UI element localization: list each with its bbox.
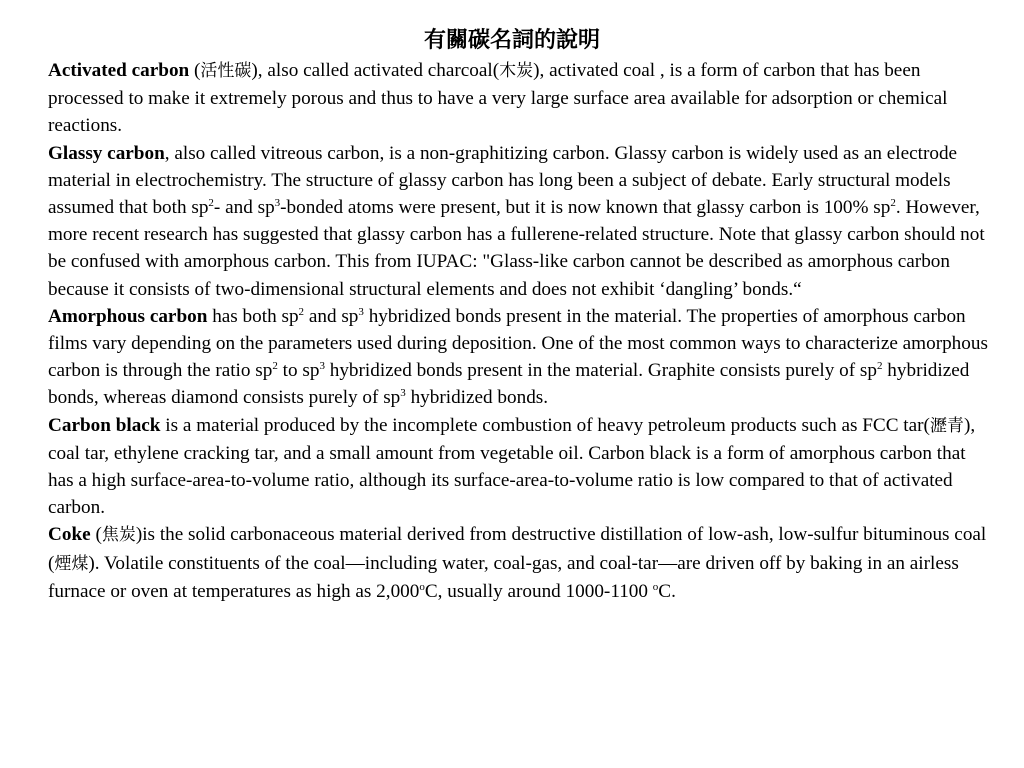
slide-body [48,57,988,605]
text-run: ), also called activated charcoal( [251,60,500,81]
superscript: 2 [298,305,305,318]
text-run: has both sp [207,305,299,327]
superscript: 2 [890,197,896,210]
text-run: hybridized bonds, whereas diamond consists purely of sp [48,360,970,409]
superscript: o [652,580,659,593]
chinese-term: 木炭 [499,61,534,81]
paragraph-coke [48,521,988,605]
text-run: ), activated coal , is a form of carbon that has been processed to make it extremely porous and thus to have a very large surface area available for adsorption or chemical reactions. [48,60,948,137]
text-run: ( [90,524,102,546]
superscript: 3 [274,197,281,210]
text-run: hybridized bonds present in the material. Graphite consists purely of sp [324,360,877,382]
superscript: 3 [319,360,325,373]
definition-text [48,415,975,519]
paragraph-carbon-black [48,412,988,522]
slide-title: 有關碳名詞的說明 [423,28,600,53]
text-run: ( [189,60,201,81]
text-run: - and sp [213,197,275,219]
chinese-term: 煙煤 [54,553,89,574]
definition-text [48,524,986,601]
text-run: , also called vitreous carbon, is a non-graphitizing carbon. Glassy carbon is widely used as an electrode material in electrochemistry. The structure of glassy carbon has long been a subject of debate. Early structural models assumed that both sp [48,142,958,219]
text-run: C. [658,580,676,602]
text-run: . However, more recent research has suggested that glassy carbon has a fullerene-related structure. Note that glassy carbon should not be confused with amorphous carbon. This from IUPAC: "Glass-like carbon cannot be described as amorphous carbon because it consists of two-dimensional structural elements and does not exhibit ‘dangling’ bonds.“ [48,197,985,300]
text-run: to sp [277,360,320,382]
text-run: C, usually around 1000-1100 [424,580,653,602]
term-coke: Coke [48,524,91,546]
superscript: 2 [208,197,214,210]
text-run: is a material produced by the incomplete combustion of heavy petroleum products such as FCC tar( [160,414,930,436]
paragraph-glassy-carbon [48,140,988,303]
superscript: 2 [272,360,278,373]
text-run: ). Volatile constituents of the coal—including water, coal-gas, and coal-tar—are driven off by baking in an airless furnace or oven at temperatures as high as 2,000 [48,552,959,602]
text-run: ), coal tar, ethylene cracking tar, and a small amount from vegetable oil. Carbon black is a form of amorphous carbon that has a high surface-area-to-volume ratio, although its surface-area-to-volume ratio is low compared to that of activated carbon. [48,414,976,519]
text-run: )is the solid carbonaceous material derived from destructive distillation of low-ash, low-sulfur bituminous coal ( [48,524,987,574]
term-amorphous-carbon: Amorphous carbon [48,305,208,327]
chinese-term: 活性碳 [200,61,252,81]
chinese-term: 焦炭 [101,525,136,546]
text-run: hybridized bonds present in the material. The properties of amorphous carbon films vary depending on the parameters used during deposition. One of the most common ways to characterize amorphous carbon is through the ratio sp [48,305,988,382]
superscript: 3 [358,305,364,318]
term-carbon-black: Carbon black [48,414,161,436]
text-run: hybridized bonds. [405,387,549,409]
paragraph-amorphous-carbon [48,303,988,412]
term-glassy-carbon: Glassy carbon [48,142,165,164]
superscript: 3 [400,387,406,400]
chinese-term: 瀝青 [929,415,964,436]
definition-text [48,143,985,300]
paragraph-activated-carbon [48,57,988,140]
superscript: 2 [876,360,883,373]
text-run: and sp [304,305,359,327]
superscript: o [419,580,425,593]
term-activated-carbon: Activated carbon [48,60,190,81]
text-run: -bonded atoms were present, but it is now known that glassy carbon is 100% sp [280,197,891,219]
